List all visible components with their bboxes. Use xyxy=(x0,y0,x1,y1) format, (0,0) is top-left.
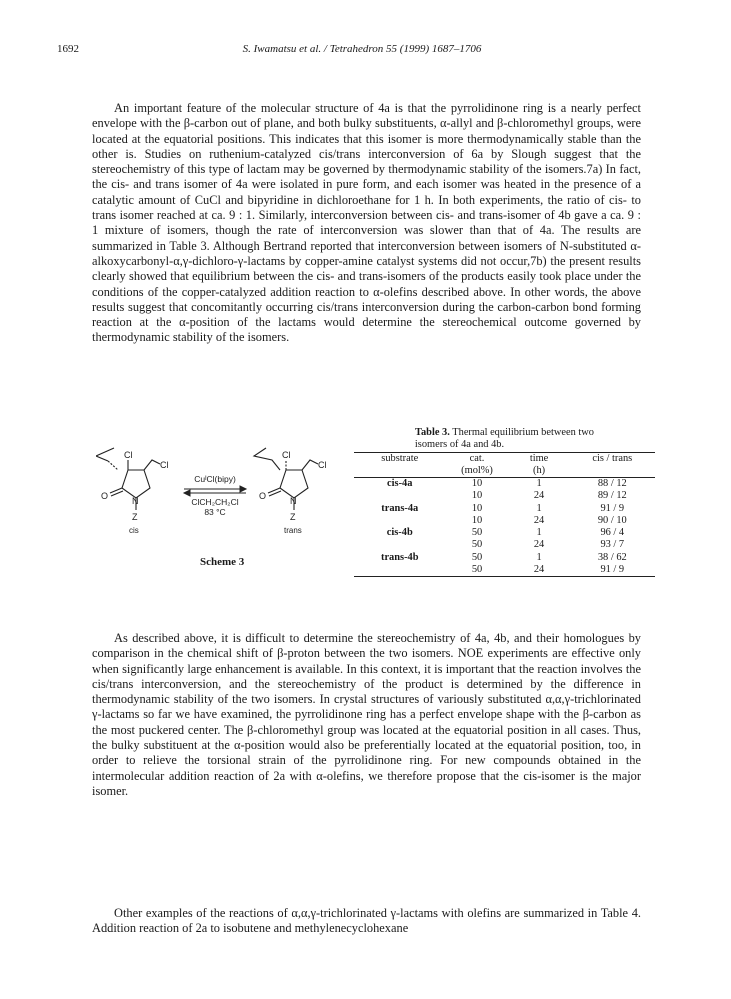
equilibrium-table xyxy=(354,452,655,577)
cell-catalyst: 50 xyxy=(471,551,483,563)
header-catalyst: cat. xyxy=(446,453,509,466)
reverse-arrowhead xyxy=(184,490,190,496)
table-row xyxy=(354,552,655,564)
cell-time: 1 xyxy=(536,527,542,539)
cell-ratio: 91 / 9 xyxy=(570,564,655,577)
header-ratio: cis / trans xyxy=(570,453,655,466)
running-title: S. Iwamatsu et al. / Tetrahedron 55 (1999) 1687–1706 xyxy=(242,43,482,55)
scheme-caption: Scheme 3 xyxy=(200,556,245,568)
trans-cl2-atom: Cl xyxy=(318,460,327,470)
table-row xyxy=(354,539,655,551)
reagent-temperature: 83 °C xyxy=(204,507,226,517)
cell-ratio: 38 / 62 xyxy=(597,551,627,563)
trans-allyl-chain xyxy=(254,448,280,470)
cell-ratio: 96 / 4 xyxy=(600,527,625,539)
scheme-3-diagram xyxy=(96,410,330,570)
cell-time: 1 xyxy=(536,478,542,489)
table-caption-line1: Thermal equilibrium between two xyxy=(452,427,594,438)
cis-ch2cl xyxy=(144,460,160,470)
cis-allyl-chain xyxy=(96,448,114,461)
cis-carbonyl xyxy=(110,488,123,496)
trans-z-atom: Z xyxy=(290,512,296,522)
cis-ring xyxy=(122,470,150,498)
cell-time: 24 xyxy=(533,514,545,526)
cis-o-atom: O xyxy=(101,491,109,501)
subheader-substrate xyxy=(354,465,446,478)
trans-n-atom: N xyxy=(290,496,297,506)
trans-o-atom: O xyxy=(259,491,267,501)
trans-label: trans xyxy=(284,526,302,535)
trans-ring xyxy=(280,470,308,498)
table-label: Table 3. xyxy=(415,427,450,438)
header-time: time xyxy=(509,453,570,466)
subheader-ratio xyxy=(570,465,655,478)
cell-time: 24 xyxy=(509,564,570,577)
page-number: 1692 xyxy=(57,43,79,55)
cell-time: 1 xyxy=(536,551,542,563)
cell-time: 1 xyxy=(536,502,542,514)
paragraph-1: An important feature of the molecular structure of 4a is that the pyrrolidinone ring is a nearly perfect envelope with the β-carbon out of plane, and both bulky substituents, α-allyl and β-chloromethyl groups, were located at the equatorial positions. This indicates that this isomer is more thermodynamically stable than the other is. Studies on ruthenium-catalyzed cis/trans interconversion of 6a by Slough suggest that the stereochemistry of this type of lactam may be governed by thermodynamic stability of the isomers.7a) In fact, the cis- and trans isomer of 4a were isolated in pure form, and each isomer was heated in the presence of a catalytic amount of CuCl and bipyridine in dichloroethane for 1 h. In both experiments, the ratio of cis- to trans isomer reached at ca. 9 : 1. Similarly, interconversion between cis- and trans-isomer of 4b gave a ca. 9 : 1 mixture of isomers, though the rate of interconversion was slower than that of 4a. The results are summarized in Table 3. Although Bertrand reported that interconversion between isomers of N-substituted α-alkoxycarbonyl-α,γ-dichloro-γ-lactams by copper-amine catalyst systems did not occur,7b) the present results clearly showed that equilibrium between the cis- and trans-isomers of the products easily took place under the conditions of the copper-catalyzed addition reaction to α-olefins described above. In other words, the above results suggest that concomitantly occurring cis/trans interconversion during the carbon-carbon bond forming reaction at the α-position of the lactams would determine the stereochemical outcome governed by thermodynamic stability of the isomers. xyxy=(92,101,641,345)
cell-substrate: trans-4b xyxy=(380,551,419,563)
reagent-solvent: ClCH₂CH₂Cl xyxy=(191,497,239,507)
equilibrium-arrows xyxy=(184,486,246,496)
cell-substrate xyxy=(354,564,446,577)
cell-catalyst: 10 xyxy=(471,478,483,489)
table-subheader-row xyxy=(354,465,655,478)
cis-n-atom: N xyxy=(132,496,139,506)
cis-label: cis xyxy=(129,526,139,535)
paragraph-2: As described above, it is difficult to determine the stereochemistry of 4a, 4b, and their homologues by comparison in the chemical shift of β-proton between the two isomers. NOE experiments are effective only when significantly large enhancement is available. In this context, it is important that the reaction involves the cis/trans interconversion, and the stereochemistry of the product is determined by the difference in thermodynamic stability of the two isomers. In crystal structures of variously substituted α,α,γ-trichlorinated γ-lactams so far we have examined, the pyrrolidinone ring has a perfect envelope shape with the β-carbon as the most puckered center. The β-chloromethyl group was located at the equatorial position in all cases. Thus, the bulky substituent at the α-position would also be preferentially located at the equatorial position, too, in order to relieve the torsional strain of the pyrrolidinone ring. For new compounds obtained in the intermolecular addition reaction of 2a with α-olefins, we therefore propose that the cis-isomer is the major isomer. xyxy=(92,631,641,798)
cell-substrate xyxy=(354,515,446,527)
trans-carbonyl xyxy=(268,488,281,496)
subheader-time: (h) xyxy=(509,465,570,478)
table-row xyxy=(354,503,655,515)
cell-time: 24 xyxy=(533,490,545,502)
table-row xyxy=(354,564,655,577)
table-row xyxy=(354,515,655,527)
cell-catalyst: 10 xyxy=(471,502,483,514)
cell-ratio: 93 / 7 xyxy=(600,539,625,551)
cell-substrate: cis-4a xyxy=(387,478,413,489)
cell-ratio: 88 / 12 xyxy=(597,478,627,489)
subheader-catalyst: (mol%) xyxy=(446,465,509,478)
cell-catalyst: 50 xyxy=(471,539,483,551)
cell-ratio: 90 / 10 xyxy=(597,514,627,526)
cell-catalyst: 10 xyxy=(471,490,483,502)
cell-time: 24 xyxy=(533,539,545,551)
cell-ratio: 89 / 12 xyxy=(597,490,627,502)
forward-arrowhead xyxy=(240,486,246,492)
cell-catalyst: 50 xyxy=(471,527,483,539)
cell-ratio: 91 / 9 xyxy=(600,502,625,514)
cis-cl2-atom: Cl xyxy=(160,460,169,470)
table-3 xyxy=(354,427,655,577)
cis-z-atom: Z xyxy=(132,512,138,522)
cis-cl-atom: Cl xyxy=(124,450,133,460)
cell-substrate xyxy=(354,539,446,551)
trans-cl-atom: Cl xyxy=(282,450,291,460)
table-caption-line2: isomers of 4a and 4b. xyxy=(414,439,505,450)
reagent-catalyst: CuᴵCl(bipy) xyxy=(194,474,236,484)
cell-catalyst: 10 xyxy=(471,514,483,526)
paragraph-3: Other examples of the reactions of α,α,γ-trichlorinated γ-lactams with olefins are summarized in Table 4. Addition reaction of 2a to isobutene and methylenecyclohexane xyxy=(92,906,641,936)
cell-substrate: trans-4a xyxy=(381,502,419,514)
table-caption xyxy=(354,427,655,451)
table-header-row xyxy=(354,453,655,466)
cell-catalyst: 50 xyxy=(446,564,509,577)
cell-substrate: cis-4b xyxy=(386,527,413,539)
scheme-3-svg xyxy=(96,410,330,570)
table-row xyxy=(354,490,655,502)
cell-substrate xyxy=(354,490,446,502)
header-substrate: substrate xyxy=(354,453,446,466)
trans-ch2cl xyxy=(302,460,318,470)
cis-allyl-bond xyxy=(108,461,118,470)
table-row xyxy=(354,478,655,491)
reagent-labels xyxy=(191,474,238,517)
table-row xyxy=(354,527,655,539)
